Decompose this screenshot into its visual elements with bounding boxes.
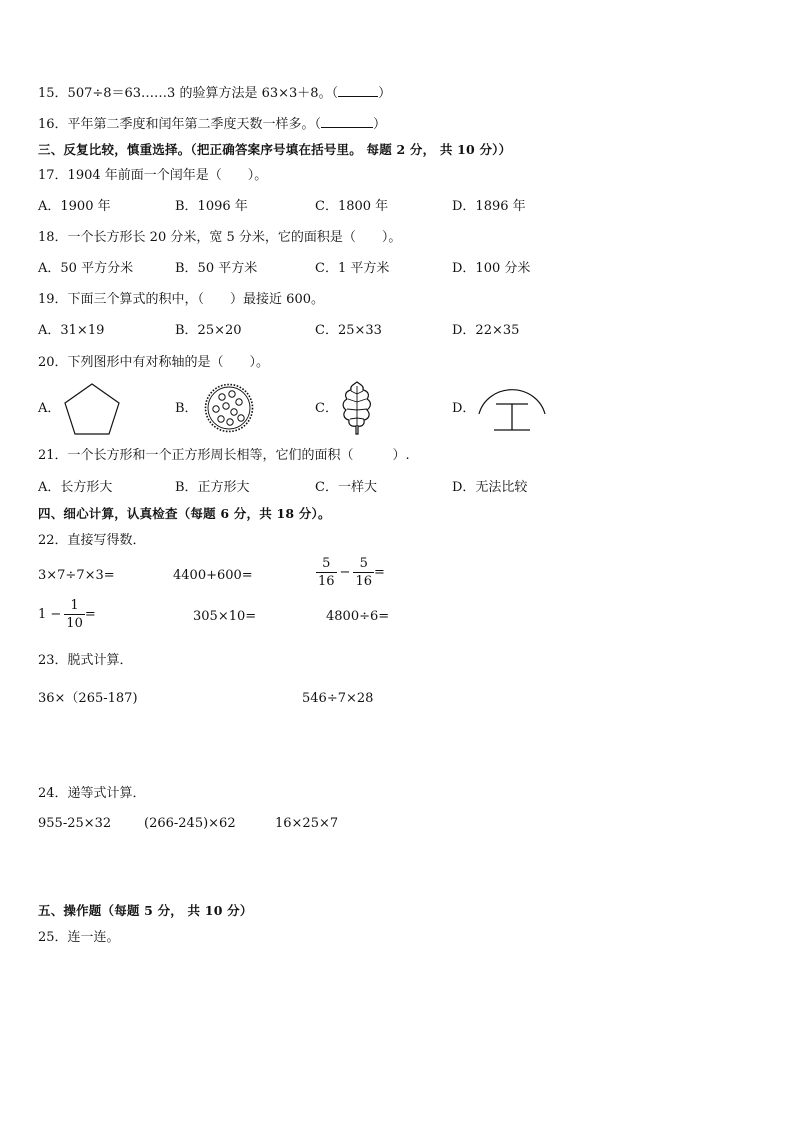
fraction-bar <box>353 572 374 573</box>
fraction-5-16-a <box>316 556 337 589</box>
answer-blank-16[interactable] <box>321 115 373 128</box>
section-5-title: 五、操作题（每题 5 分， 共 10 分） <box>38 903 253 918</box>
question-24: 24．递等式计算． <box>38 786 146 801</box>
q24-expr-1: 955-25×32 <box>38 816 112 831</box>
q22-expr-3 <box>316 556 385 589</box>
q17-option-c[interactable]: C．1800 年 <box>315 199 389 214</box>
pentagon-shape <box>63 382 121 436</box>
q22-expr-5: 305×10= <box>193 609 257 624</box>
section-4-title: 四、细心计算，认真检查（每题 6 分，共 18 分）。 <box>38 506 331 521</box>
arch-i-beam-shape <box>476 380 548 438</box>
q21-option-d[interactable]: D．无法比较 <box>452 480 528 495</box>
q21-option-b[interactable]: B．正方形大 <box>175 480 250 495</box>
dotted-circle-shape <box>203 382 255 434</box>
question-25: 25．连一连。 <box>38 930 120 945</box>
q21-option-c[interactable]: C．一样大 <box>315 480 377 495</box>
fraction-5-16-b <box>353 556 374 589</box>
q19-option-c[interactable]: C．25×33 <box>315 323 382 338</box>
question-16-close: ） <box>373 117 387 132</box>
minus-sign: − <box>339 565 351 580</box>
q19-option-a[interactable]: A．31×19 <box>38 323 105 338</box>
denominator: 10 <box>66 616 83 631</box>
denominator: 16 <box>355 574 372 589</box>
question-23: 23．脱式计算． <box>38 653 133 668</box>
q21-option-a[interactable]: A．长方形大 <box>38 480 113 495</box>
question-17: 17．1904 年前面一个闰年是（ ）。 <box>38 168 268 183</box>
section-3-title: 三、反复比较，慎重选择。（把正确答案序号填在括号里。 每题 2 分， 共 10 分）） <box>38 142 512 157</box>
numerator: 1 <box>70 598 79 613</box>
q24-expr-3: 16×25×7 <box>275 816 339 831</box>
q19-option-d[interactable]: D．22×35 <box>452 323 520 338</box>
q22-expr-6: 4800÷6= <box>326 609 390 624</box>
q20-option-b-label[interactable]: B． <box>175 401 198 416</box>
question-16-text: 16．平年第二季度和闰年第二季度天数一样多。（ <box>38 117 322 132</box>
one-minus: 1 − <box>38 607 62 622</box>
q18-option-d[interactable]: D．100 分米 <box>452 261 531 276</box>
q20-option-c-label[interactable]: C． <box>315 401 338 416</box>
fraction-bar <box>316 572 337 573</box>
question-16 <box>38 115 386 133</box>
q18-option-a[interactable]: A．50 平方分米 <box>38 261 134 276</box>
question-19: 19．下面三个算式的积中，（ ）最接近 600。 <box>38 292 324 307</box>
question-15-close: ） <box>378 86 392 101</box>
q22-expr-4 <box>38 598 96 631</box>
question-21: 21．一个长方形和一个正方形周长相等，它们的面积（ ）. <box>38 448 410 463</box>
q18-option-b[interactable]: B．50 平方米 <box>175 261 258 276</box>
fraction-bar <box>64 614 85 615</box>
q22-expr-2: 4400+600= <box>173 568 253 583</box>
fraction-1-10 <box>64 598 85 631</box>
q18-option-c[interactable]: C．1 平方米 <box>315 261 390 276</box>
q20-option-d-label[interactable]: D． <box>452 401 476 416</box>
q17-option-b[interactable]: B．1096 年 <box>175 199 248 214</box>
question-15 <box>38 84 391 102</box>
q17-option-a[interactable]: A．1900 年 <box>38 199 111 214</box>
question-20: 20．下列图形中有对称轴的是（ ）。 <box>38 355 270 370</box>
equals-sign: = <box>84 607 96 622</box>
q19-option-b[interactable]: B．25×20 <box>175 323 242 338</box>
question-22: 22．直接写得数． <box>38 533 146 548</box>
q20-option-a-label[interactable]: A． <box>38 401 61 416</box>
leaf-shape <box>340 380 374 436</box>
equals-sign: = <box>374 565 385 580</box>
question-18: 18．一个长方形长 20 分米，宽 5 分米，它的面积是（ ）。 <box>38 230 402 245</box>
q23-expr-1: 36×（265-187) <box>38 691 138 706</box>
question-15-text: 15．507÷8＝63……3 的验算方法是 63×3＋8。（ <box>38 86 339 101</box>
q17-option-d[interactable]: D．1896 年 <box>452 199 526 214</box>
q22-expr-1: 3×7÷7×3= <box>38 568 115 583</box>
numerator: 5 <box>322 556 331 571</box>
answer-blank-15[interactable] <box>338 84 378 97</box>
q23-expr-2: 546÷7×28 <box>302 691 374 706</box>
denominator: 16 <box>318 574 335 589</box>
q24-expr-2: (266-245)×62 <box>144 816 236 831</box>
numerator: 5 <box>359 556 368 571</box>
